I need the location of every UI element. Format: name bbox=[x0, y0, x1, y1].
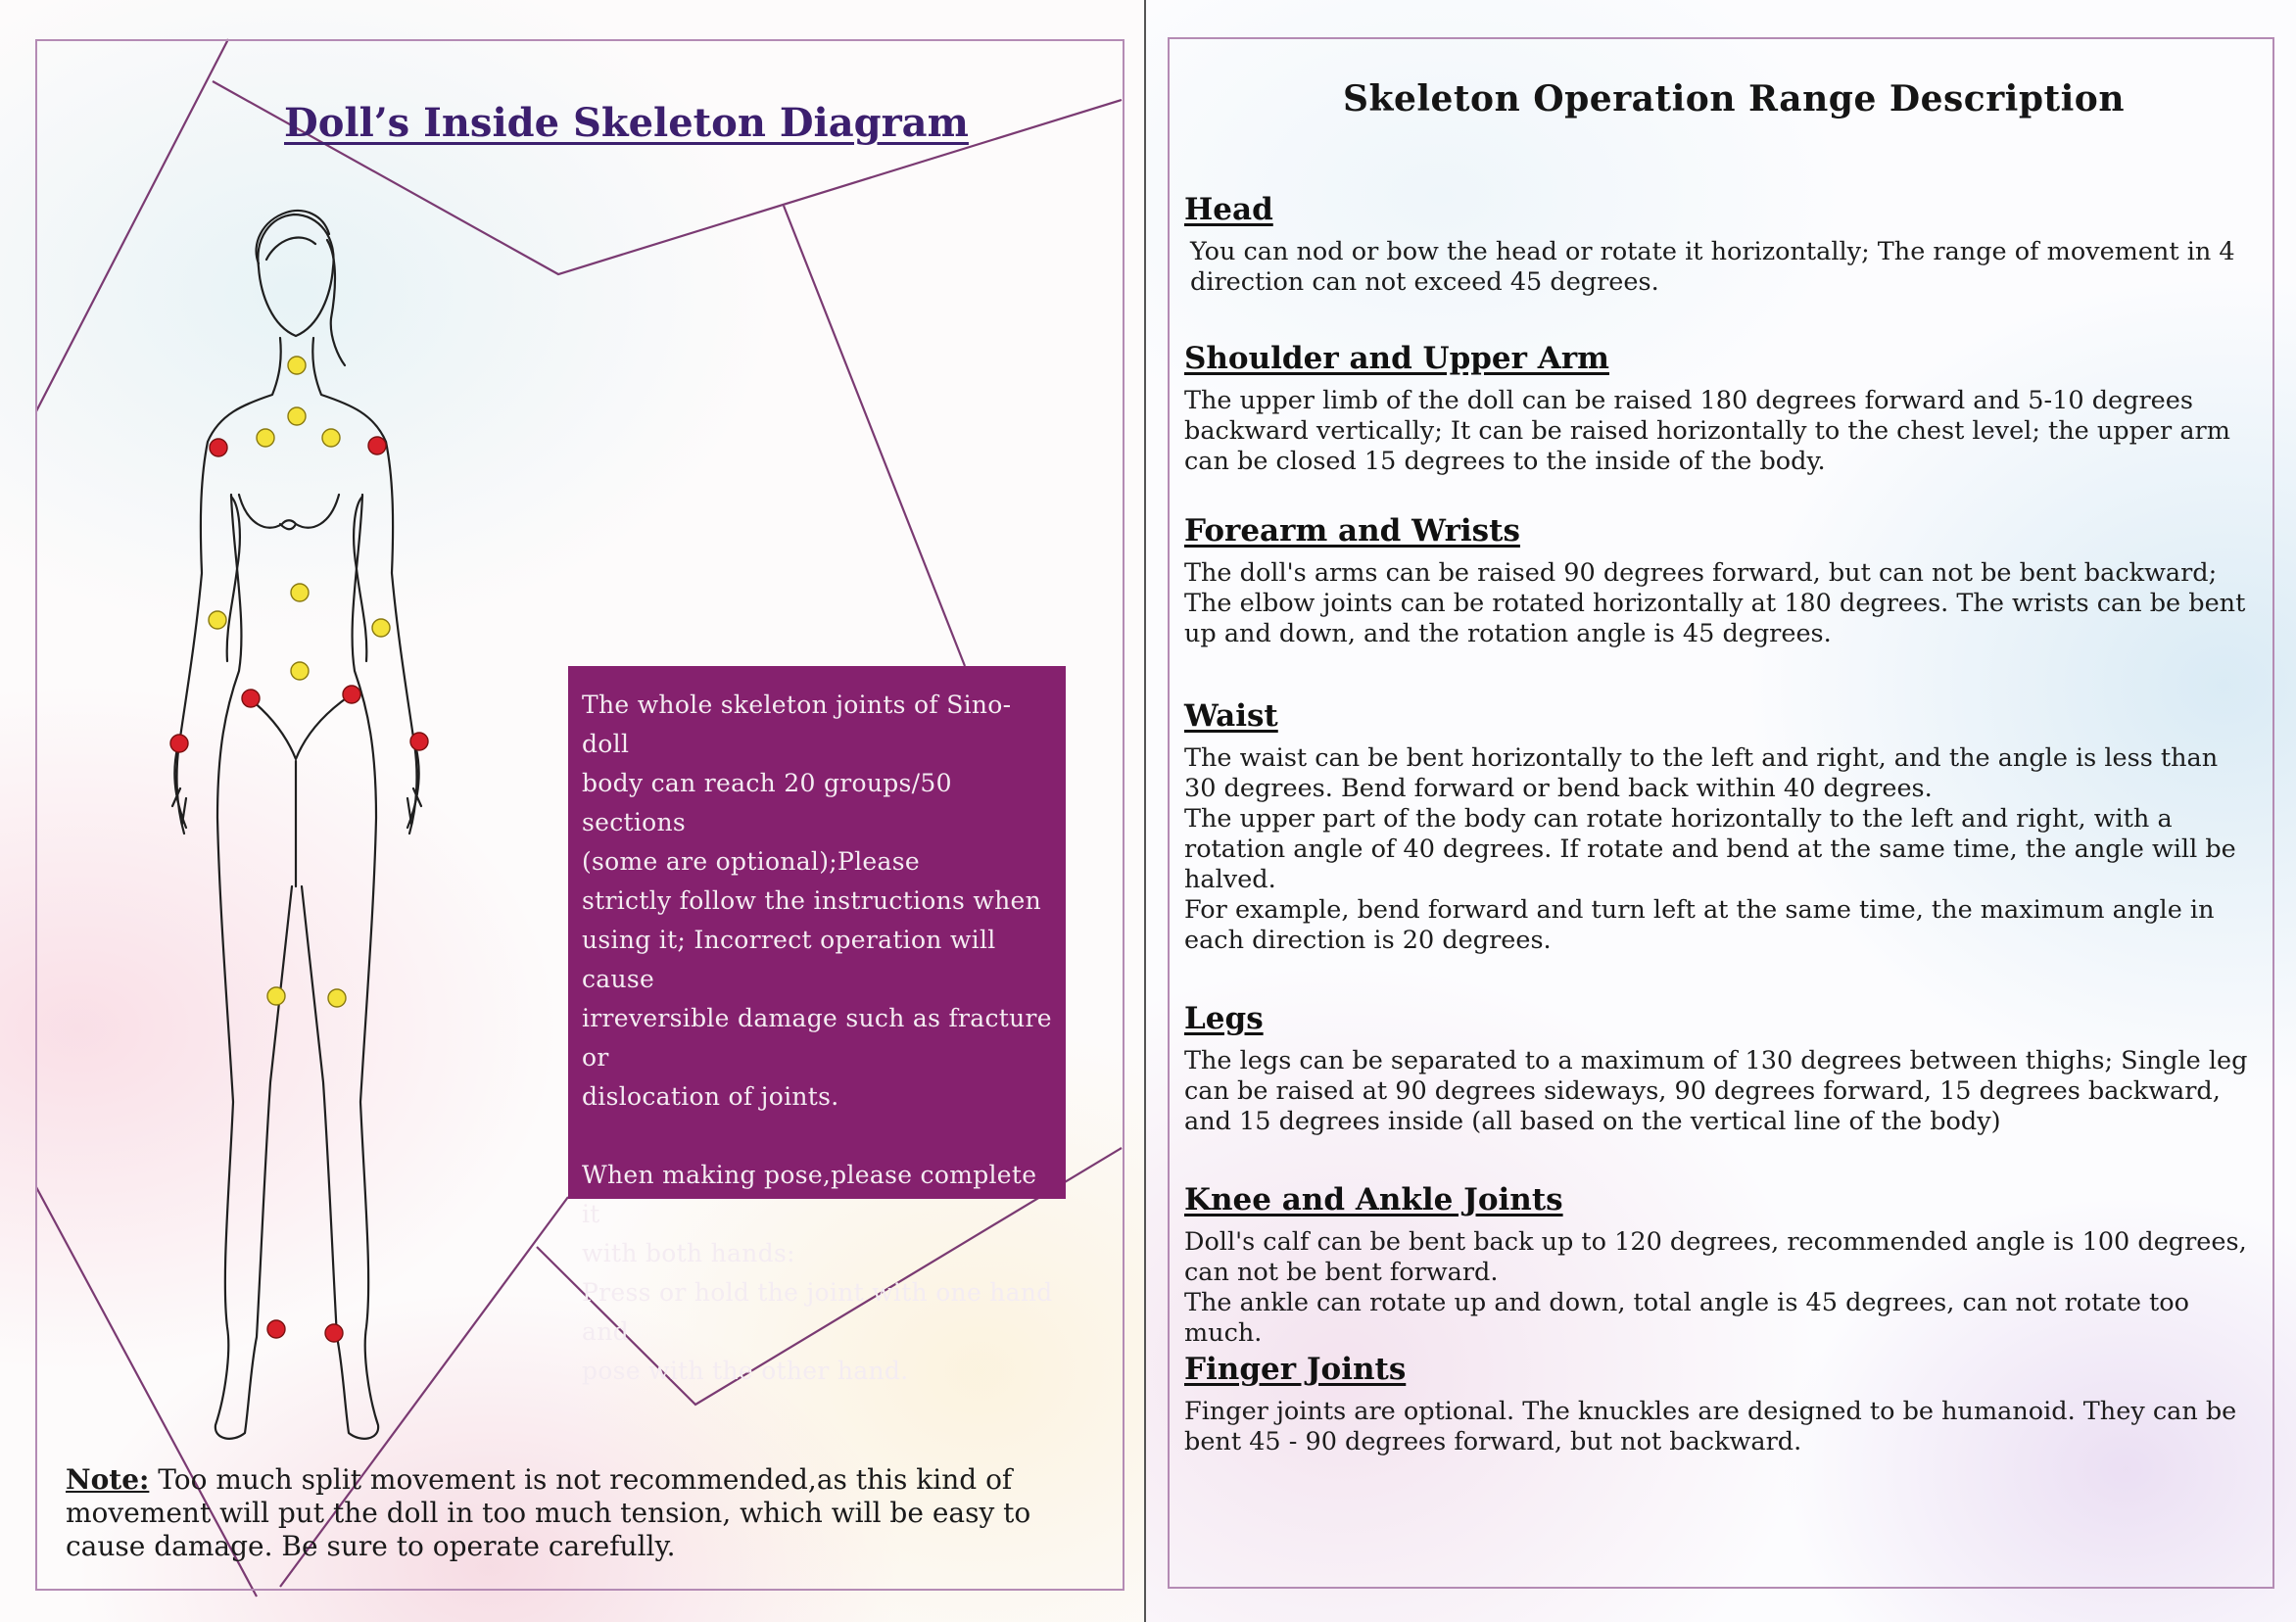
section-body: For example, bend forward and turn left at the same time, the maximum angle in each direction is 20 degrees. bbox=[1184, 895, 2215, 955]
section-head bbox=[1184, 192, 2252, 298]
section-waist bbox=[1184, 698, 2252, 956]
section-heading: Knee and Ankle Joints bbox=[1184, 1182, 1563, 1217]
section-body: The legs can be separated to a maximum of 130 degrees between thighs; Single leg can be raised at 90 degrees sideways, 90 degrees forward, 15 degrees backward, and 15 degrees inside (all based on the vertical line of the body) bbox=[1184, 1046, 2248, 1136]
section-body: The upper limb of the doll can be raised 180 degrees forward and 5-10 degrees backward vertically; It can be raised horizontally to the chest level; the upper arm can be closed 15 degrees to the inside of the body. bbox=[1184, 386, 2230, 476]
section-body: The upper part of the body can rotate horizontally to the left and right, with a rotation angle of 40 degrees. If rotate and bend at the same time, the angle will be halved. bbox=[1184, 804, 2236, 894]
info-line: irreversible damage such as fracture or bbox=[582, 1004, 1052, 1072]
section-body: Doll's calf can be bent back up to 120 degrees, recommended angle is 100 degrees, can not be bent forward. bbox=[1184, 1227, 2247, 1287]
info-line: (some are optional);Please bbox=[582, 847, 920, 876]
section-finger-joints bbox=[1184, 1352, 2252, 1457]
left-page bbox=[0, 0, 1146, 1622]
section-body: The ankle can rotate up and down, total angle is 45 degrees, can not rotate too much. bbox=[1184, 1288, 2190, 1348]
section-body: You can nod or bow the head or rotate it horizontally; The range of movement in 4 direction can not exceed 45 degrees. bbox=[1190, 237, 2235, 297]
skeleton-figure bbox=[157, 201, 451, 1464]
section-legs bbox=[1184, 1001, 2252, 1137]
info-line: The whole skeleton joints of Sino-doll bbox=[582, 691, 1012, 758]
section-heading: Finger Joints bbox=[1184, 1352, 1407, 1387]
section-heading: Shoulder and Upper Arm bbox=[1184, 341, 1609, 376]
section-knee-ankle bbox=[1184, 1182, 2252, 1349]
info-line: strictly follow the instructions when bbox=[582, 886, 1042, 915]
red-joints bbox=[170, 437, 428, 1342]
info-line: body can reach 20 groups/50 sections bbox=[582, 769, 952, 836]
section-forearm-wrists bbox=[1184, 513, 2252, 649]
info-line: Press or hold the joint with one hand and bbox=[582, 1278, 1053, 1346]
section-body: The doll's arms can be raised 90 degrees forward, but can not be bent backward; The elbow joints can be rotated horizontally at 180 degrees. The wrists can be bent up and down, and the rotation angle is 45 degrees. bbox=[1184, 558, 2246, 648]
section-heading: Forearm and Wrists bbox=[1184, 513, 1520, 549]
section-shoulder-upper-arm bbox=[1184, 341, 2252, 477]
page-title-right: Skeleton Operation Range Description bbox=[1343, 78, 2125, 119]
info-line: with both hands: bbox=[582, 1239, 795, 1267]
section-heading: Head bbox=[1184, 192, 1273, 227]
info-line: dislocation of joints. bbox=[582, 1082, 839, 1111]
section-body: Finger joints are optional. The knuckles are designed to be humanoid. They can be bent 45 - 90 degrees forward, but not backward. bbox=[1184, 1397, 2237, 1456]
note-label: Note: bbox=[66, 1463, 150, 1496]
note-text: Too much split movement is not recommended,as this kind of movement will put the doll in too much tension, which will be easy to cause damage. Be sure to operate carefully. bbox=[66, 1463, 1031, 1562]
page-title-left: Doll’s Inside Skeleton Diagram bbox=[284, 100, 969, 146]
section-heading: Legs bbox=[1184, 1001, 1264, 1036]
section-body: The waist can be bent horizontally to the left and right, and the angle is less than 30 degrees. Bend forward or bend back within 40 degrees. bbox=[1184, 743, 2219, 803]
body-outline bbox=[172, 211, 421, 1439]
section-heading: Waist bbox=[1184, 698, 1278, 734]
info-line: pose with the other hand. bbox=[582, 1357, 909, 1385]
info-line: When making pose,please complete it bbox=[582, 1161, 1037, 1228]
skeleton-info-box bbox=[568, 666, 1066, 1385]
info-line: using it; Incorrect operation will cause bbox=[582, 926, 996, 993]
note-paragraph bbox=[66, 1463, 1114, 1563]
